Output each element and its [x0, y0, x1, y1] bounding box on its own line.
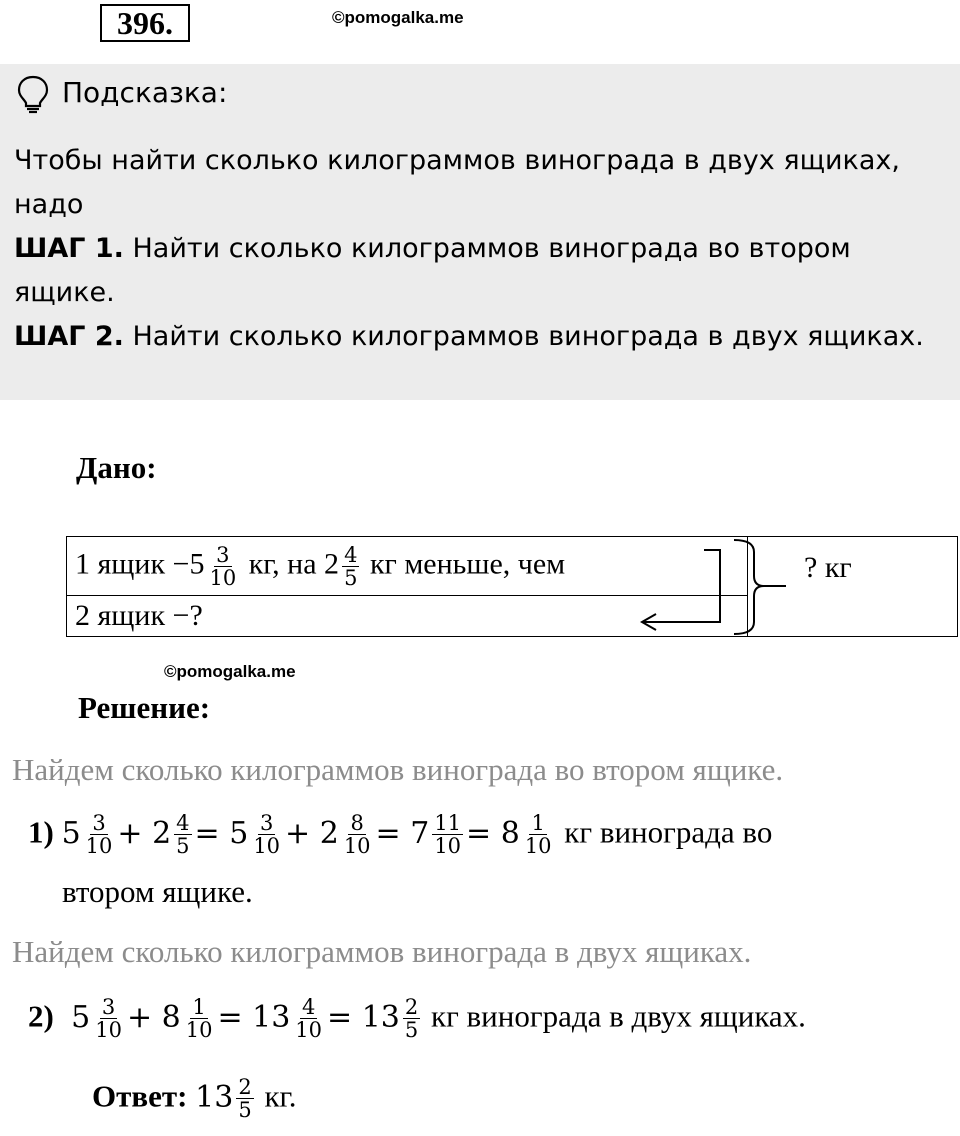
row1-suffix: кг меньше, чем [362, 546, 566, 580]
hint-step-1 [14, 234, 851, 264]
row1-mid: кг, на 2 [241, 546, 340, 580]
hint-step-2-text: Найти сколько килограммов винограда в двух ящиках. [123, 321, 924, 352]
hint-title: Подсказка: [62, 76, 228, 109]
given-row-1 [67, 537, 958, 596]
solution-step-2 [28, 996, 806, 1041]
solution-step-1-cont: втором ящике. [62, 874, 253, 909]
hint-step-1-text: Найти сколько килограммов винограда во втором [123, 233, 851, 264]
solution-explain-1: Найдем сколько килограммов винограда во втором ящике. [12, 752, 784, 787]
watermark: ©pomogalka.me [332, 8, 464, 27]
answer [92, 1076, 297, 1121]
row1-prefix: 1 ящик −5 [75, 546, 205, 580]
given-title: Дано: [76, 450, 157, 485]
row1-fraction-1: $\frac{3}{10}$ [209, 542, 237, 590]
watermark-2: ©pomogalka.me [164, 662, 296, 681]
answer-label: Ответ: [92, 1078, 188, 1114]
step-2-tail: кг винограда в двух ящиках. [431, 998, 806, 1034]
given-row-2-text: 2 ящик −? [67, 596, 748, 637]
step-1-tail: кг винограда во [564, 814, 773, 850]
row1-fraction-2: $\frac{4}{5}$ [344, 542, 358, 590]
given-table [66, 536, 958, 637]
solution-title: Решение: [78, 690, 211, 725]
step-1-equation: 5 $\frac{3}{10}$ + 2 $\frac{4}{5}$ = 5 $\frac{3}{10}$ + 2 $\frac{8}{10}$ = 7 $\frac{11}{10}$ = 8 $\frac{1}{10}$ [61, 811, 552, 858]
hint-line-1: Чтобы найти сколько килограммов винограда в двух ящиках, [14, 145, 900, 176]
solution-step-1 [28, 812, 772, 857]
hint-line-2: надо [14, 189, 84, 220]
hint-step-1-label: ШАГ 1. [14, 233, 124, 264]
lightbulb-icon [16, 74, 50, 114]
hint-step-2 [14, 322, 924, 352]
step-1-label: 1) [28, 814, 54, 850]
hint-step-2-label: ШАГ 2. [14, 321, 124, 352]
step-2-equation: 5 $\frac{3}{10}$ + 8 $\frac{1}{10}$ = 13 $\frac{4}{10}$ = 13 $\frac{2}{5}$ [61, 995, 419, 1042]
total-unknown: ? кг [804, 551, 852, 584]
answer-unit: кг. [264, 1078, 297, 1114]
step-2-label: 2) [28, 998, 54, 1034]
answer-value: 13 $\frac{2}{5}$ [195, 1075, 252, 1122]
hint-step-1-cont: ящике. [14, 277, 115, 308]
comparison-arrow [630, 536, 790, 638]
problem-number: 396. [100, 4, 190, 42]
solution-explain-2: Найдем сколько килограммов винограда в двух ящиках. [12, 934, 752, 969]
